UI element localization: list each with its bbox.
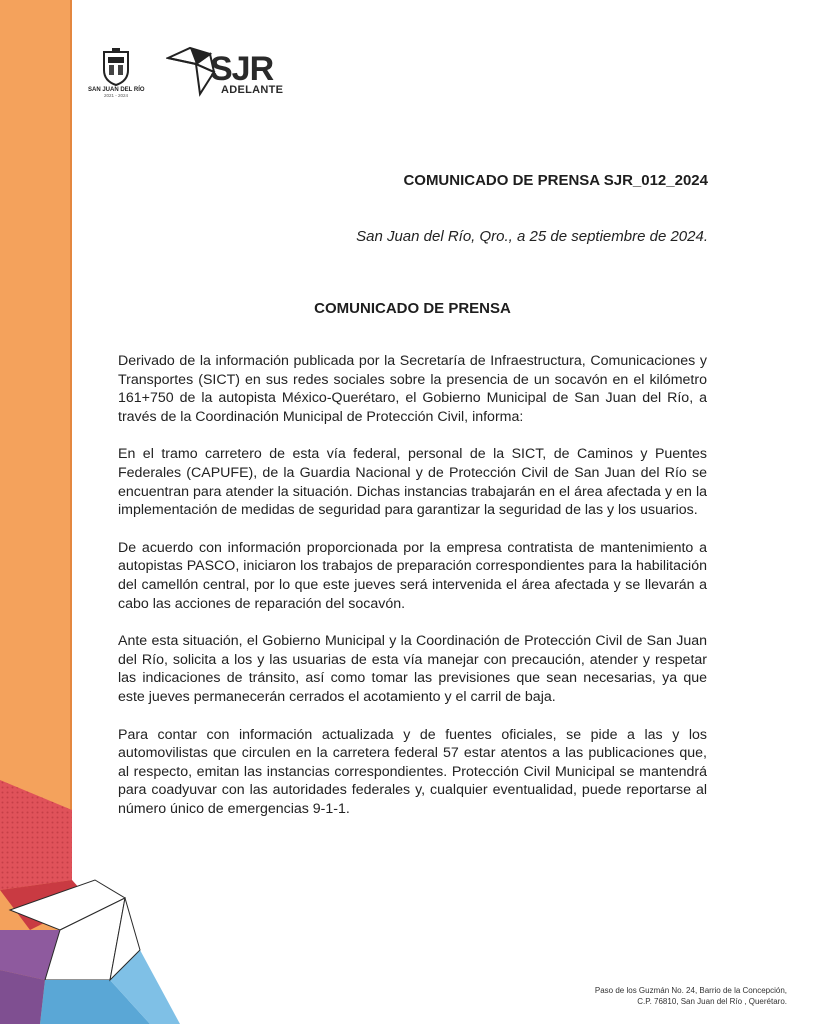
- municipality-name: SAN JUAN DEL RÍO: [88, 87, 145, 93]
- body-paragraph: En el tramo carretero de esta vía federal, personal de la SICT, de Caminos y Puentes Federales (CAPUFE), de la Guardia Nacional y de Protección Civil de San Juan del Río se encuentran para atender la situación. Dichas instancias trabajarán en el área afectada y en la implementación de medidas de seguridad para garantizar la seguridad de las y los usuarios.: [118, 446, 707, 519]
- header-logos: [88, 42, 348, 112]
- body-paragraph: Para contar con información actualizada y de fuentes oficiales, se pide a las y los automovilistas que circulen en la carretera federal 57 estar atentos a las publicaciones que, al respecto, emitan las instancias correspondientes. Protección Civil Municipal se mantendrá para coadyuvar con las autoridades federales y, cualquier eventualidad, puede reportarse al número único de emergencias 9-1-1.: [118, 726, 707, 817]
- crest-icon: [101, 48, 131, 86]
- municipal-crest-logo: [88, 42, 144, 112]
- sjr-adelante-logo: [166, 44, 306, 104]
- municipality-term: 2021 - 2024: [103, 93, 129, 98]
- footer-address: [595, 985, 787, 1007]
- communique-body: [118, 352, 707, 837]
- communique-date: San Juan del Río, Qro., a 25 de septiembre de 2024.: [356, 228, 708, 245]
- body-paragraph: Ante esta situación, el Gobierno Municipal y la Coordinación de Protección Civil de San Juan del Río, solicita a los y las usuarias de esta vía manejar con precaución, atender y respetar las indicaciones de tránsito, así como tomar las previsiones que sean necesarias, ya que este jueves permanecerán cerrados el acotamiento y el carril de baja.: [118, 633, 707, 705]
- communique-number: COMUNICADO DE PRENSA SJR_012_2024: [403, 172, 708, 189]
- body-paragraph: Derivado de la información publicada por la Secretaría de Infraestructura, Comunicaciones y Transportes (SICT) en sus redes sociales sobre la presencia de un socavón en el kilómetro 161+750 de la autopista México-Querétaro, el Gobierno Municipal de San Juan del Río, a través de la Coordinación Municipal de Protección Civil, informa:: [118, 353, 707, 425]
- body-paragraph: De acuerdo con información proporcionada por la empresa contratista de mantenimiento a autopistas PASCO, iniciaron los trabajos de preparación correspondientes para la habilitación del camellón central, por lo que este jueves será intervenida el área afectada y se llevarán a cabo las acciones de reparación del socavón.: [118, 539, 707, 612]
- brand-name: SJR: [210, 50, 274, 88]
- brand-tagline: ADELANTE: [221, 84, 284, 96]
- communique-heading: COMUNICADO DE PRENSA: [314, 300, 511, 317]
- footer-address-line: Paso de los Guzmán No. 24, Barrio de la Concepción,: [594, 986, 787, 995]
- footer-address-line: C.P. 76810, San Juan del Río , Querétaro.: [637, 997, 787, 1006]
